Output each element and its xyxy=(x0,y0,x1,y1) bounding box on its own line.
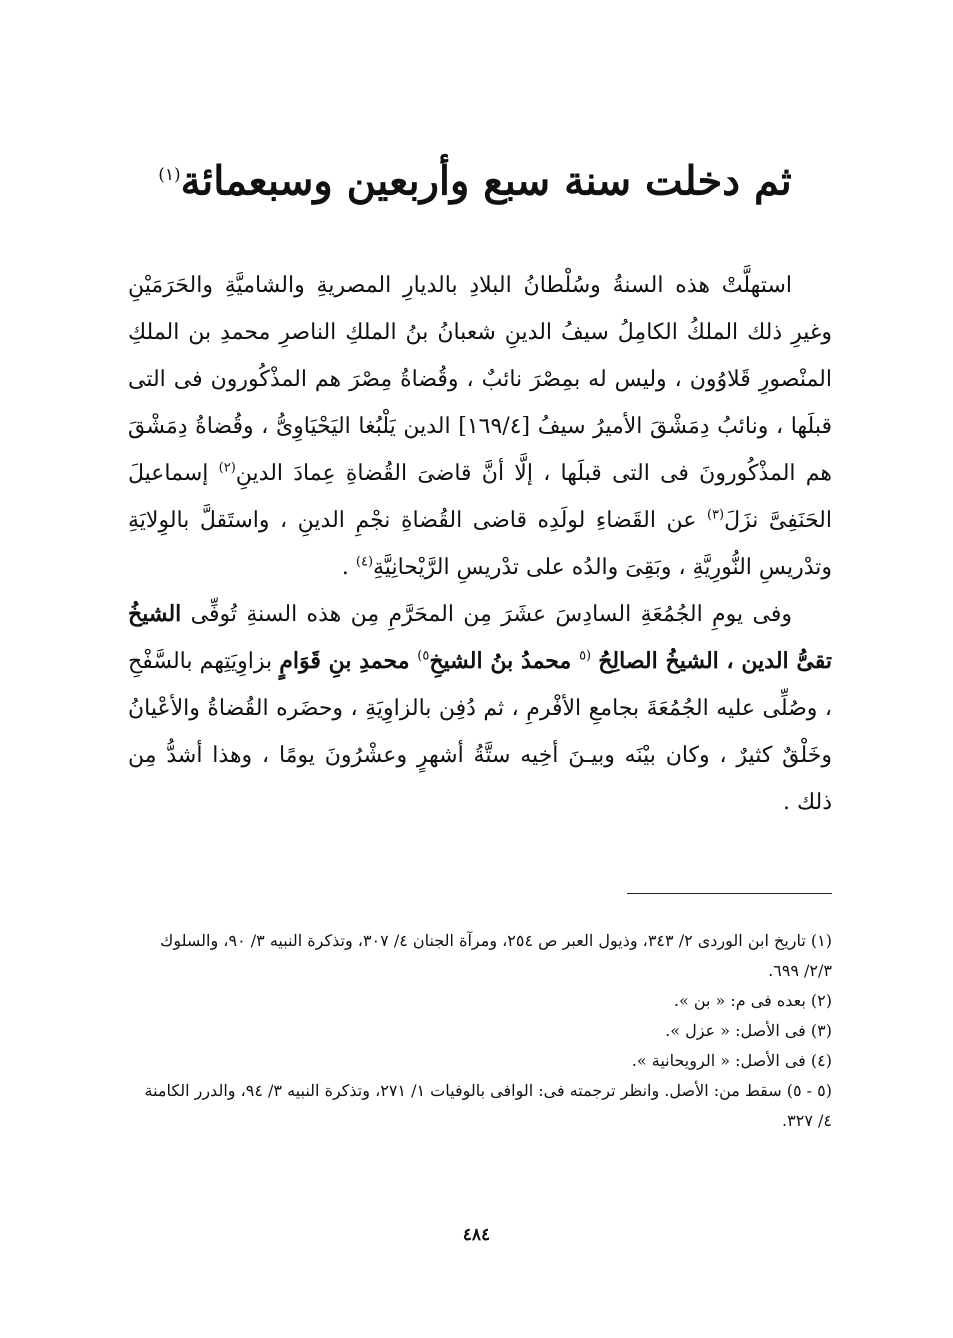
text-run: استهلَّتْ هذه السنةُ وسُلْطانُ البلادِ بالديارِ المصريةِ والشاميَّةِ والحَرَمَيْنِ وغيرِ ذلك الملكُ الكامِلُ سيفُ الدينِ شعبانُ بنُ الملكِ الناصرِ محمدِ بن الملكِ المنْصورِ قَلاوُون ، وليس له بمِصْرَ نائبٌ ، وقُضاةُ مِصْرَ هم المذْكُورون فى التى قبلَها ، ونائبُ دِمَشْقَ الأميرُ سيفُ [١٦٩/٤] الدين يَلْبُغا اليَحْيَاوِىُّ ، وقُضاةُ دِمَشْقَ هم المذْكُورونَ فى التى قبلَها ، إلَّا أنَّ قاضىَ القُضاةِ عِمادَ الدينِ xyxy=(128,273,832,486)
paragraph xyxy=(128,591,832,826)
footnote: (١) تاريخ ابن الوردى ٢/ ٣٤٣، وذيول العبر ص ٢٥٤، ومرآة الجنان ٤/ ٣٠٧، وتذكرة النبيه ٣/ ٩٠، والسلوك ٢/٣/ ٦٩٩. xyxy=(160,931,832,980)
bold-name: محمدُ بنُ الشيخِ xyxy=(429,648,580,674)
footnote: (٢) بعده فى م: « بن ». xyxy=(673,991,832,1010)
footnote-marker: (٤) xyxy=(355,554,374,570)
bold-name: محمدِ بنِ قَوَامٍ xyxy=(279,648,418,674)
text-run: عن القَضاءِ لولَدِه قاضى القُضاةِ نجْمِ الدينِ ، واستَقلَّ بالوِلايَةِ وتدْريسِ النُّورِيَّةِ ، وبَقِىَ والدُه على تدْريسِ الرَّيْحانِيَّةِ xyxy=(128,508,832,580)
main-text xyxy=(128,262,832,826)
bold-name: الشيخُ تقىُّ الدين ، الشيخُ الصالِحُ xyxy=(128,601,833,674)
footnote-marker: (٣) xyxy=(706,507,725,523)
footnote-marker: ٥) xyxy=(417,648,430,664)
chapter-title xyxy=(120,145,830,211)
paragraph xyxy=(128,262,832,591)
footnote-separator xyxy=(627,893,832,894)
footnote-marker: (٢) xyxy=(218,460,236,476)
chapter-title-footnote-ref: (١) xyxy=(158,164,181,185)
page-number: ٤٨٤ xyxy=(462,1225,491,1245)
footnote: (٥ - ٥) سقط من: الأصل. وانظر ترجمته فى: الوافى بالوفيات ١/ ٢٧١، وتذكرة النبيه ٣/ ٩٤، والدرر الكامنة ٤/ ٣٢٧. xyxy=(144,1081,832,1130)
footnote: (٣) فى الأصل: « عزل ». xyxy=(665,1021,832,1040)
footnotes xyxy=(128,926,832,1136)
footnote: (٤) فى الأصل: « الرويحانية ». xyxy=(631,1051,832,1070)
text-run: . xyxy=(341,555,356,580)
text-run: إسماعيلَ الحَنَفِىَّ نزَلَ xyxy=(128,461,832,533)
text-run: وفى يومِ الجُمُعَةِ السادِسَ عشَرَ مِن المحَرَّمِ مِن هذه السنةِ تُوفِّى xyxy=(181,602,792,627)
footnote-marker: (٥ xyxy=(579,648,592,664)
text-run: بزاوِيَتِهم بالسَّفْحِ ، وصُلِّى عليه الجُمُعَةَ بجامعِ الأفْرمِ ، ثم دُفِن بالزاوِيَةِ ، وحضَره القُضاةُ والأعْيانُ وخَلْقٌ كثيرٌ ، وكان بيْنَه وبيـنَ أخِيه ستَّةُ أشهرٍ وعشْرُونَ يومًا ، وهذا أشدُّ مِن ذلك . xyxy=(128,649,832,815)
chapter-title-text: ثم دخلت سنة سبع وأربعين وسبعمائة xyxy=(180,157,792,205)
